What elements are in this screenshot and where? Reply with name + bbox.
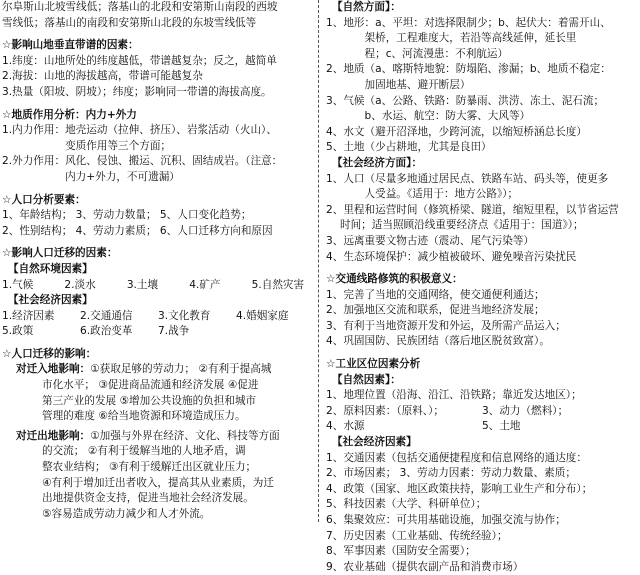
list-item: 2.海拔：山地的海拔越高，带谱可能越复杂 — [2, 70, 203, 83]
factor-row — [2, 309, 314, 325]
impact-out-block — [2, 429, 314, 445]
factor-item: 5.政策 — [2, 325, 34, 338]
list-item: 3、有利于当地资源开发和外运，及所需产品运入； — [326, 319, 566, 332]
item-text-line: 内力+外力，不可遗漏） — [65, 170, 180, 183]
item-text-line: ①获取足够的劳动力； ②有利于提高城 — [90, 363, 272, 376]
factor-item: 2、原料因素：（原料、）； — [326, 404, 444, 417]
list-item: 2、性别结构； 4、劳动力素质； 6、人口迁移方向和原因 — [2, 224, 273, 237]
section-title-population-factors: ☆人口分析要素： — [2, 193, 86, 206]
subsection-title-natural: 【自然环境因素】 — [8, 262, 93, 275]
list-item: 8、军事因素（国防安全需要）； — [326, 545, 476, 558]
factor-item: 7.战争 — [158, 325, 190, 338]
intro-line: 尔阜斯山北坡雪线低；落基山的北段和安第斯山南段的西坡 — [2, 1, 278, 13]
item-label: 1、人口 — [326, 172, 365, 185]
factor-item: 1.经济因素 — [2, 309, 55, 322]
factor-row — [326, 419, 638, 435]
list-item — [2, 154, 314, 185]
factor-item: 5、土地 — [482, 420, 521, 433]
factor-item: 2.交通通信 — [80, 309, 133, 322]
list-item: 1、地理位置（沿海、沿江、沿铁路；靠近发达地区）； — [326, 389, 582, 402]
factor-row — [2, 278, 314, 294]
item-text-line: （少占耕地，尤其是良田） — [364, 141, 492, 154]
list-item — [326, 62, 638, 93]
list-item: 2、市场因素； 3、劳动力因素：劳动力数量、素质； — [326, 467, 576, 480]
list-item: 7、历史因素（工业基础、传统经验）； — [326, 529, 508, 542]
item-label: 3、气候 — [326, 94, 365, 107]
factor-item: 3、动力（燃料）； — [482, 404, 569, 417]
list-item — [326, 140, 638, 156]
factor-item: 4、水源 — [326, 420, 365, 433]
list-item: 4、巩固国防、民族团结（落后地区脱贫致富）。 — [326, 335, 550, 348]
impact-in-label: 对迁入地影响： — [16, 363, 91, 376]
factor-item: 5.自然灾害 — [251, 278, 305, 291]
item-text — [365, 16, 611, 63]
list-item: 1.纬度：山地所处的纬度越低，带谱越复杂；反之，越简单 — [2, 54, 277, 67]
item-label: 2、地质 — [326, 63, 365, 76]
item-text-line: 人受益。《适用于：地方公路》）； — [364, 188, 519, 201]
empty-cell — [236, 324, 314, 340]
item-label: 1.内力作用： — [2, 124, 66, 137]
list-item — [326, 172, 638, 203]
factor-item: 2.淡水 — [64, 278, 96, 291]
factor-row — [326, 404, 638, 420]
subsection-title-natural-aspect: 【自然方面】： — [332, 1, 401, 13]
section-title-transport-significance: ☆交通线路修筑的积极意义： — [326, 273, 463, 286]
list-item — [326, 94, 638, 125]
list-item — [326, 203, 638, 219]
item-text-line: ④有利于增加迁出者收入，提高其从业素质，为迁 — [42, 476, 274, 489]
factor-item: 3.土壤 — [126, 278, 159, 291]
list-item: 5、科技因素（大学、科研单位）； — [326, 498, 487, 511]
factor-item: 3.文化教育 — [158, 309, 211, 322]
item-text-line: ①加强与外界在经济、文化、科技等方面 — [90, 429, 280, 442]
item-text-line: （a、公路、铁路：防暴雨、洪涝、冻土、泥石流； — [364, 94, 605, 107]
item-label: 4、生态环境保护 — [326, 250, 407, 263]
right-column — [326, 0, 638, 573]
item-text — [407, 250, 577, 266]
subsection-title-social: 【社会经济因素】 — [8, 294, 93, 307]
impact-in-block — [2, 362, 314, 378]
item-text-line: 出地提供资金支持，促进当地社会经济发展。 — [42, 492, 254, 505]
item-text — [365, 140, 492, 156]
item-label: 2.外力作用： — [2, 155, 66, 168]
item-label: 5、土地 — [326, 141, 365, 154]
item-text-line: 市化水平； ③促进商品流通和经济发展 ④促进 — [42, 379, 259, 392]
subsection-title-natural-factors: 【自然因素】： — [332, 373, 401, 386]
item-text-line: （修筑桥梁、隧道，缩短里程，以节省运营 — [417, 203, 619, 216]
intro-line: 雪线低；落基山的南段和安第斯山北段的东坡雪线低等 — [2, 16, 257, 29]
item-label: 1、地形 — [326, 16, 365, 29]
item-text — [418, 203, 619, 219]
item-text-line: 地壳运动（拉伸、挤压）、岩浆活动（火山）、 — [65, 124, 277, 137]
item-text-line: （a、喀斯特地貌：防塌陷、渗漏；b、地质不稳定： — [364, 63, 611, 76]
left-column — [2, 0, 314, 522]
list-item: 4、政策（国家、地区政策扶持，影响工业生产和分布）； — [326, 482, 593, 495]
item-text — [365, 94, 605, 125]
list-item: 9、农业基础（提供农副产品和消费市场） — [326, 560, 524, 573]
item-text-line: ：a、平坦：对选择限制少；b、起伏大：着需开山、 — [364, 16, 611, 29]
impact-out-label: 对迁出地影响： — [16, 429, 91, 442]
item-text-line: 架桥，工程难度大，若沿等高线延伸，延长里 — [364, 32, 577, 45]
item-text — [365, 62, 611, 93]
list-item: 1、交通因素（包括交通便捷程度和信息网络的通达度： — [326, 451, 587, 464]
list-item: 1、年龄结构； 3、劳动力数量； 5、人口变化趋势； — [2, 209, 252, 222]
section-title-geologic-action: ☆地质作用分析：内力+外力 — [2, 108, 137, 121]
item-text-line: 加固地基、避开断层） — [364, 78, 471, 91]
subsection-title-social-aspect: 【社会经济方面】： — [332, 156, 423, 169]
section-title-migration-impact: ☆人口迁移的影响： — [2, 347, 97, 360]
list-item: 1、完善了当地的交通网络，使交通便利通达； — [326, 288, 545, 301]
item-text-line: （震动、尾气污染等） — [428, 234, 535, 247]
item-text — [365, 172, 609, 203]
item-text-line: 程；c、河流漫患：不利航运） — [364, 47, 509, 60]
item-label: 3、远离重要文物古迹 — [326, 234, 429, 247]
factor-item: 1.气候 — [2, 278, 34, 291]
list-item: 2、加强地区交流和联系，促进当地经济发展； — [326, 304, 545, 317]
item-text — [65, 123, 277, 154]
list-item: 6、集聚效应：可共用基础设施，加强交流与协作； — [326, 514, 566, 526]
section-title-industry-location: ☆工业区位因素分析 — [326, 358, 421, 371]
factor-item: 4.矿产 — [189, 278, 221, 291]
impact-out-text — [90, 429, 280, 445]
item-text-line: ⑤容易造成劳动力减少和人才外流。 — [42, 507, 211, 520]
item-text-line: 第三产业的发展 ⑤增加公共设施的负担和城市 — [42, 394, 257, 407]
column-divider — [318, 0, 319, 522]
item-text-line: 风化、侵蚀、搬运、沉积、固结成岩。（注意： — [65, 155, 283, 168]
item-text-line: 的交流； ②有利于缓解当地的人地矛盾，调 — [42, 445, 246, 458]
list-item — [326, 234, 638, 250]
factor-item: 6.政治变革 — [80, 325, 133, 338]
list-item: 3.热量（阳坡、阴坡）；纬度；影响同一带谱的海拔高度。 — [2, 85, 272, 98]
item-text-line: 管理的难度 ⑥给当地资源和环境造成压力。 — [42, 410, 246, 423]
section-title-migration-factors: ☆影响人口迁移的因素： — [2, 247, 118, 260]
item-text-line: 时间；适当照顾沿线重要经济点《适用于：国道》）； — [340, 219, 584, 232]
item-label: 4、水文 — [326, 125, 365, 138]
item-label: 2、里程和运营时间 — [326, 203, 418, 216]
item-text-line: ：减少植被破坏、避免噪音污染扰民 — [406, 250, 577, 263]
factor-row — [2, 324, 314, 340]
item-text-line: （避开沼泽地，少跨河流，以缩短桥涵总长度） — [364, 125, 587, 138]
item-text-line: 变质作用等三个方面； — [65, 139, 172, 152]
section-title-vertical-zones: ☆影响山地垂直带谱的因素： — [2, 39, 139, 52]
item-text-line: 整农业结构； ③有利于缓解迁出区就业压力； — [42, 461, 257, 474]
list-item — [326, 250, 638, 266]
item-text — [428, 234, 534, 250]
impact-in-text — [90, 362, 271, 378]
list-item — [326, 125, 638, 141]
item-text-line: （尽量多地通过居民点、铁路车站、码头等，使更多 — [364, 172, 609, 185]
list-item — [2, 123, 314, 154]
factor-item: 4.婚姻家庭 — [236, 309, 289, 322]
item-text — [365, 125, 587, 141]
list-item — [326, 16, 638, 63]
item-text — [65, 154, 282, 185]
subsection-title-social-factors: 【社会经济因素】 — [332, 436, 417, 449]
item-text-line: b、水运、航空：防大雾、大风等） — [364, 110, 531, 123]
